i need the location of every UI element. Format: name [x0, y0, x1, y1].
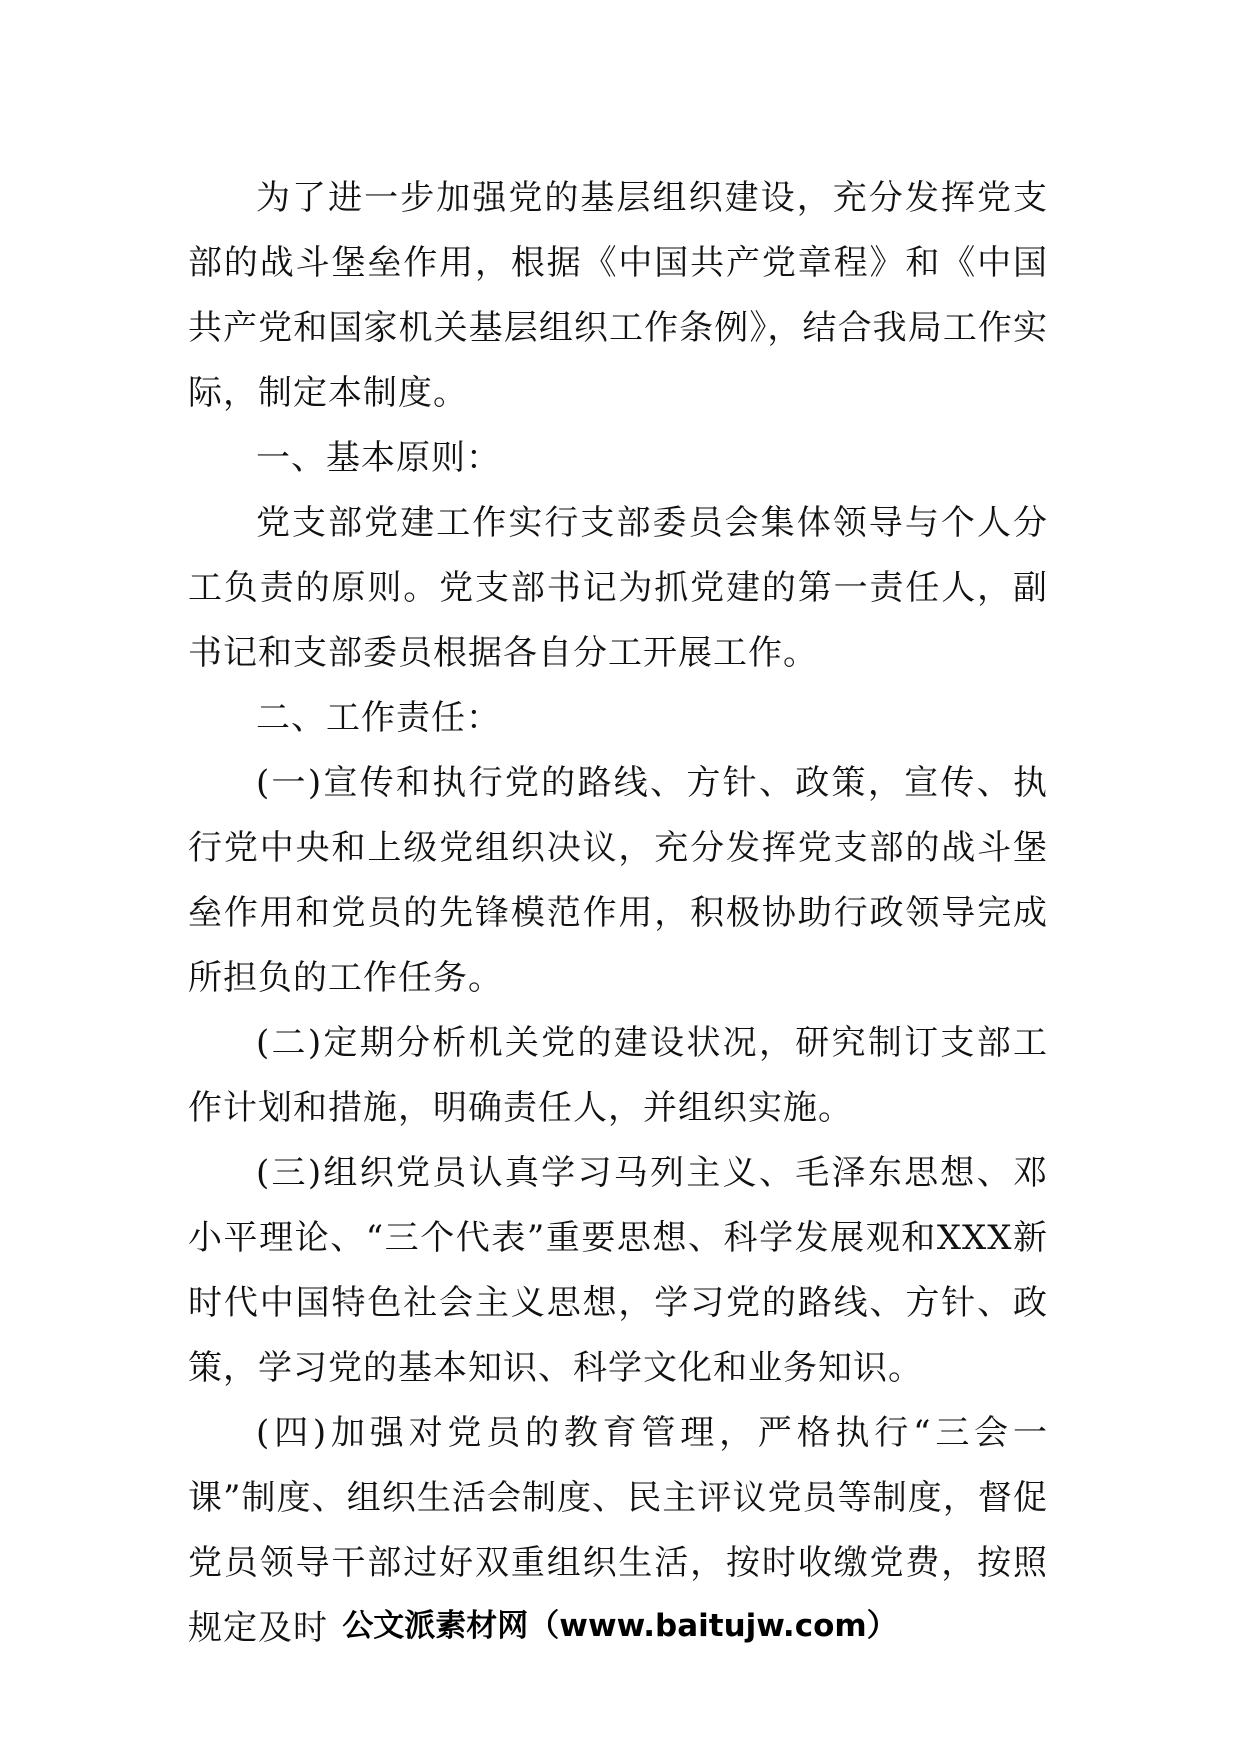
paragraph-principles: 党支部党建工作实行支部委员会集体领导与个人分工负责的原则。党支部书记为抓党建的第一责任人，副书记和支部委员根据各自分工开展工作。 — [188, 503, 1048, 673]
paragraph-item-2: (二)定期分析机关党的建设状况，研究制订支部工作计划和措施，明确责任人，并组织实施。 — [188, 1023, 1048, 1128]
document-body — [188, 166, 1048, 1661]
paragraph-item-3: (三)组织党员认真学习马列主义、毛泽东思想、邓小平理论、“三个代表”重要思想、科学发展观和XXX新时代中国特色社会主义思想，学习党的路线、方针、政策，学习党的基本知识、科学文化和业务知识。 — [188, 1153, 1048, 1388]
footer-watermark: 公文派素材网（www.baitujw.com） — [342, 1608, 898, 1644]
paragraph-intro: 为了进一步加强党的基层组织建设，充分发挥党支部的战斗堡垒作用，根据《中国共产党章程》和《中国共产党和国家机关基层组织工作条例》，结合我局工作实际，制定本制度。 — [188, 178, 1048, 413]
heading-work-responsibility: 二、工作责任： — [256, 698, 501, 738]
paragraph-item-1: (一)宣传和执行党的路线、方针、政策，宣传、执行党中央和上级党组织决议，充分发挥党支部的战斗堡垒作用和党员的先锋模范作用，积极协助行政领导完成所担负的工作任务。 — [188, 763, 1048, 998]
paragraph-item-4: (四)加强对党员的教育管理，严格执行“三会一课”制度、组织生活会制度、民主评议党员等制度，督促党员领导干部过好双重组织生活，按时收缴党费，按照规定及时 — [188, 1413, 1048, 1648]
heading-basic-principles: 一、基本原则： — [256, 438, 501, 478]
